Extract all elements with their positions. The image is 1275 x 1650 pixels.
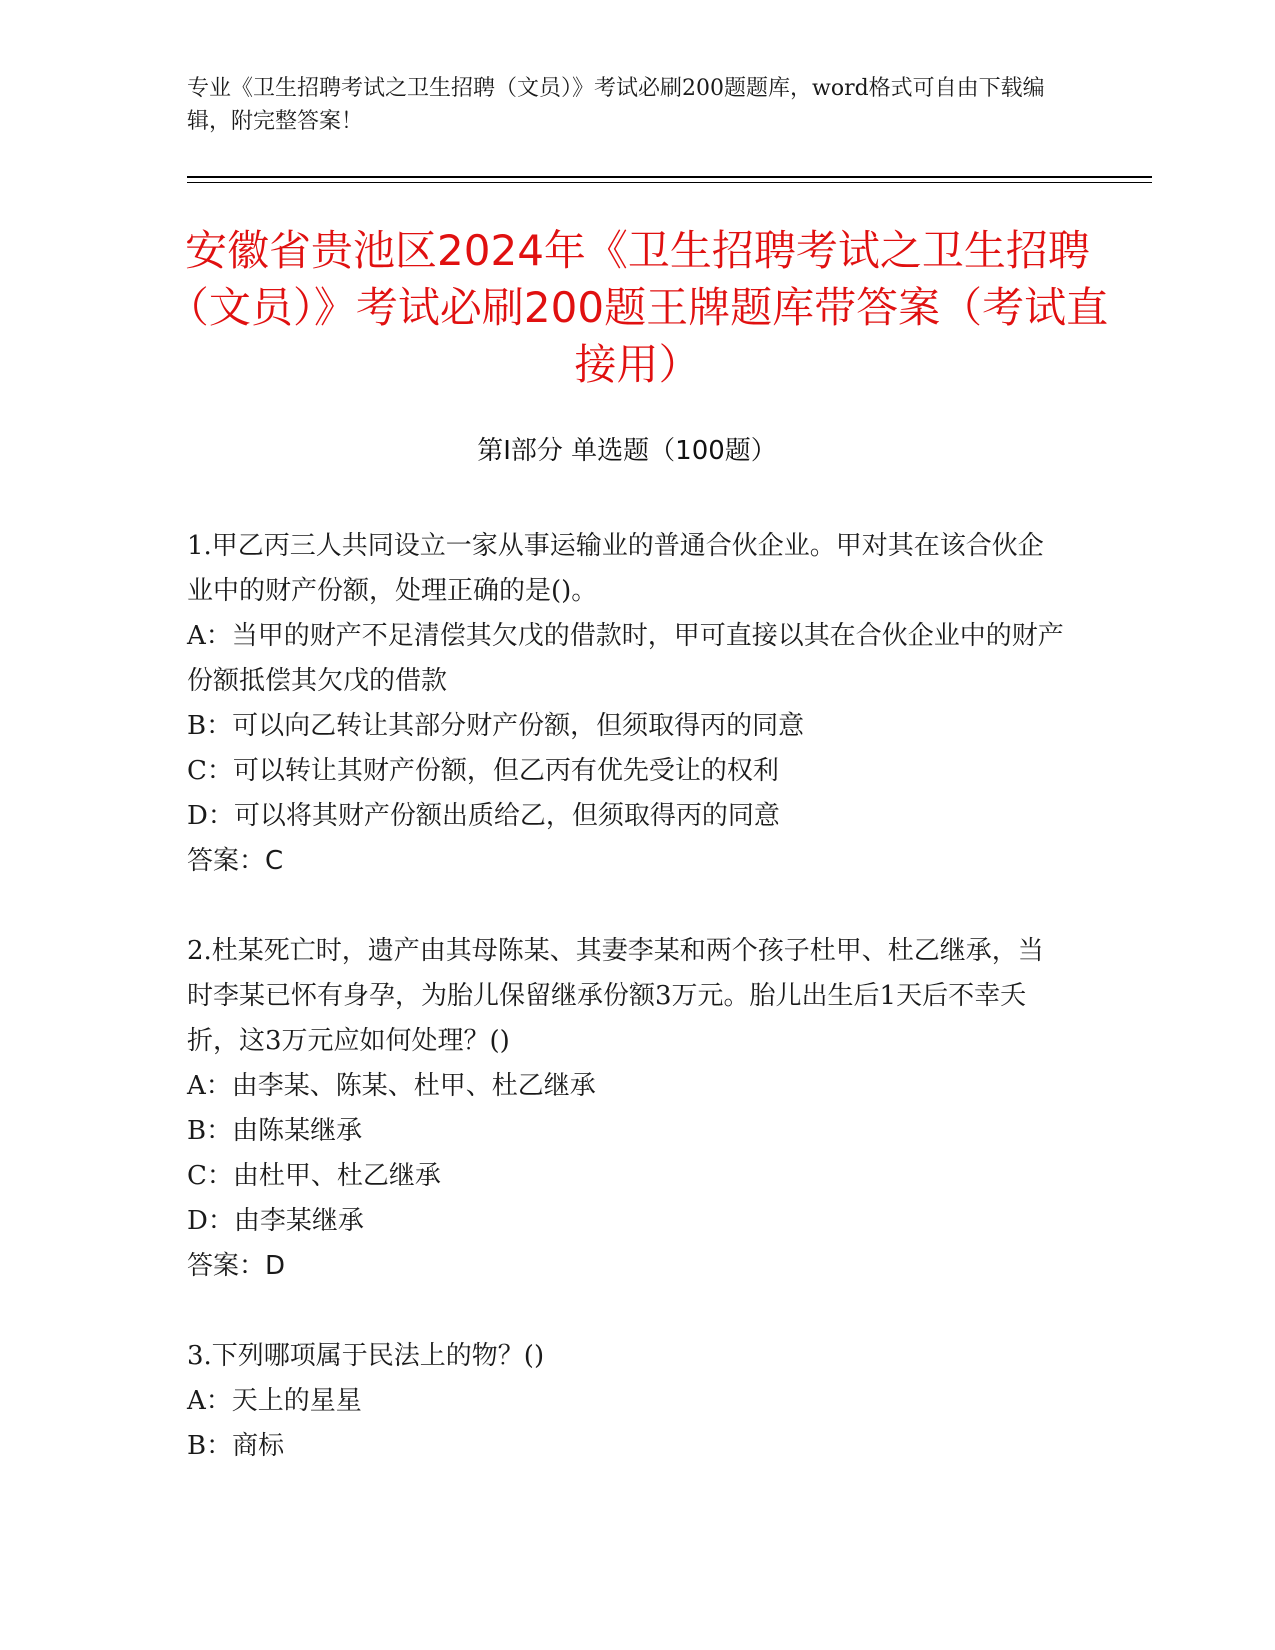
question-spacer bbox=[187, 884, 1067, 929]
header-note: 专业《卫生招聘考试之卫生招聘（文员）》考试必刷200题题库，word格式可自由下载编辑，附完整答案！ bbox=[187, 76, 1045, 134]
question-1 bbox=[187, 524, 1067, 884]
question-spacer bbox=[187, 1289, 1067, 1334]
section-title: 第Ⅰ部分 单选题（100题） bbox=[477, 436, 777, 466]
question-3 bbox=[187, 1334, 1067, 1469]
question-stem: 2.杜某死亡时，遗产由其母陈某、其妻李某和两个孩子杜甲、杜乙继承，当时李某已怀有身孕，为胎儿保留继承份额3万元。胎儿出生后1天后不幸夭折，这3万元应如何处理？() bbox=[187, 936, 1044, 1056]
answer: 答案：C bbox=[187, 846, 284, 876]
option-b: B：商标 bbox=[187, 1431, 285, 1461]
question-stem: 3.下列哪项属于民法上的物？() bbox=[187, 1341, 545, 1371]
header-divider-thick bbox=[187, 176, 1152, 178]
header-divider-thin bbox=[187, 182, 1152, 183]
option-a: A：当甲的财产不足清偿其欠戊的借款时，甲可直接以其在合伙企业中的财产份额抵偿其欠戊的借款 bbox=[187, 621, 1064, 696]
question-stem: 1.甲乙丙三人共同设立一家从事运输业的普通合伙企业。甲对其在该合伙企业中的财产份额，处理正确的是()。 bbox=[187, 531, 1044, 606]
option-d: D：可以将其财产份额出质给乙，但须取得丙的同意 bbox=[187, 801, 780, 831]
option-b: B：可以向乙转让其部分财产份额，但须取得丙的同意 bbox=[187, 711, 805, 741]
option-a: A：天上的星星 bbox=[187, 1386, 362, 1416]
option-b: B：由陈某继承 bbox=[187, 1116, 363, 1146]
option-c: C：可以转让其财产份额，但乙丙有优先受让的权利 bbox=[187, 756, 779, 786]
option-a: A：由李某、陈某、杜甲、杜乙继承 bbox=[187, 1071, 596, 1101]
document-title: 安徽省贵池区2024年《卫生招聘考试之卫生招聘（文员）》考试必刷200题王牌题库带答案（考试直接用） bbox=[166, 226, 1109, 389]
option-c: C：由杜甲、杜乙继承 bbox=[187, 1161, 441, 1191]
question-2 bbox=[187, 929, 1067, 1289]
question-list bbox=[187, 524, 1067, 1469]
answer: 答案：D bbox=[187, 1251, 286, 1281]
option-d: D：由李某继承 bbox=[187, 1206, 364, 1236]
